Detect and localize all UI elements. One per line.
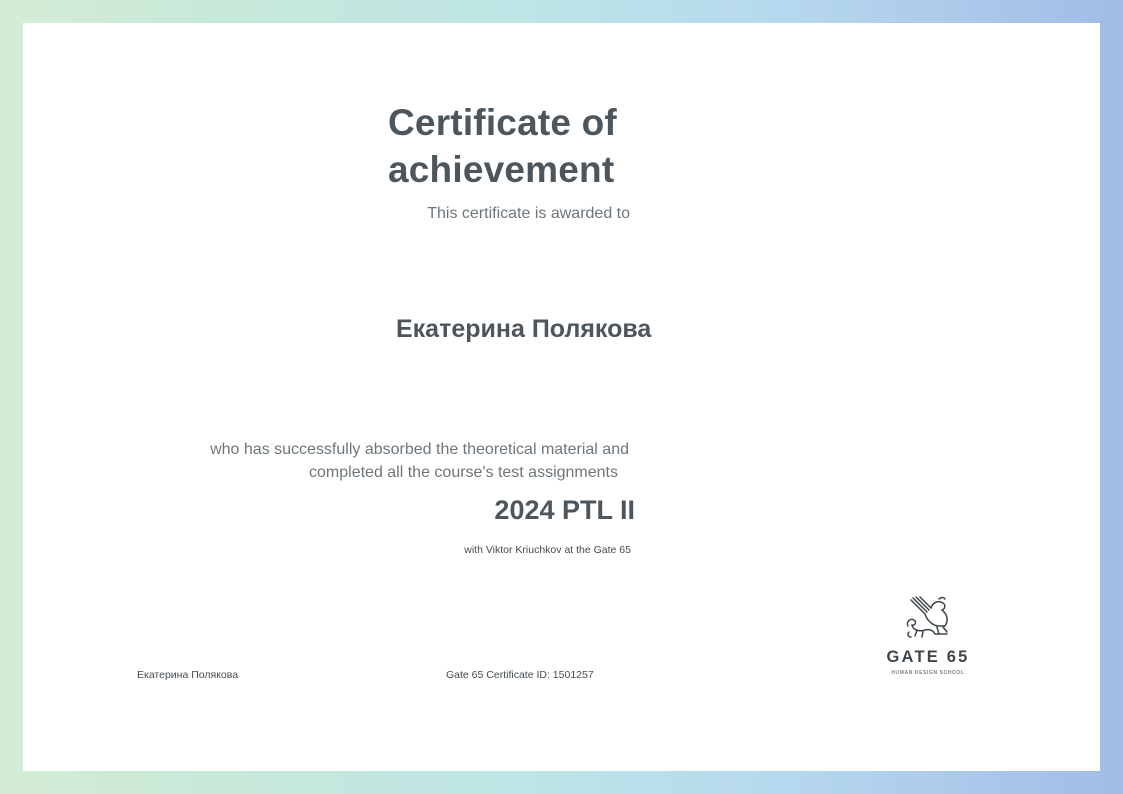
gate65-logo xyxy=(878,596,978,681)
footer-recipient-name: Екатерина Полякова xyxy=(137,669,239,681)
griffin-icon xyxy=(903,596,955,644)
course-name: 2024 PTL II xyxy=(494,495,635,525)
certificate-title xyxy=(388,99,708,193)
certificate-id: Gate 65 Certificate ID: 1501257 xyxy=(446,669,594,681)
title-line-2: achievement xyxy=(388,149,615,190)
logo-subtitle: HUMAN DESIGN SCHOOL xyxy=(891,670,965,676)
achievement-description xyxy=(129,438,629,484)
awarded-to-text: This certificate is awarded to xyxy=(427,205,630,222)
certificate-paper xyxy=(23,23,1100,771)
instructor-text: with Viktor Kriuchkov at the Gate 65 xyxy=(464,544,631,556)
logo-name: GATE 65 xyxy=(886,648,970,666)
description-line-1: who has successfully absorbed the theoretical material and xyxy=(210,441,629,458)
description-line-2: completed all the course's test assignments xyxy=(309,464,618,481)
title-line-1: Certificate of xyxy=(388,102,617,143)
recipient-name: Екатерина Полякова xyxy=(396,315,652,343)
